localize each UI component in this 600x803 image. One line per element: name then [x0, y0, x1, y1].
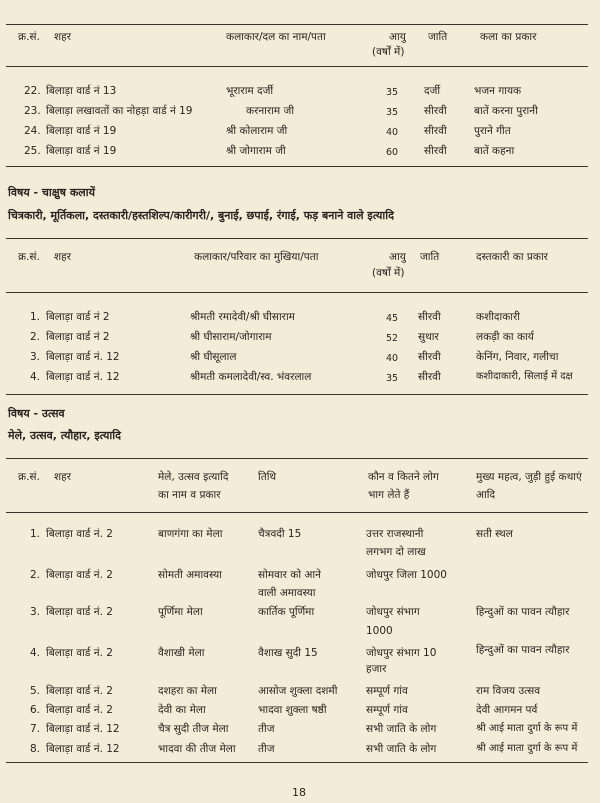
t3-header-people: कौन व कितने लोग [368, 471, 439, 483]
t2-header-sno: क्र.सं. [18, 251, 40, 263]
t3-cell-city: बिलाड़ा वार्ड नं. 2 [46, 569, 113, 581]
table2-header-rule [6, 292, 588, 293]
t1-cell-city: बिलाड़ा वार्ड नं 19 [46, 145, 117, 157]
t3-cell-people-line2: हजार [366, 663, 387, 675]
t3-cell-importance: श्री आई माता दुर्गा के रूप में [476, 743, 578, 754]
t3-header-city: शहर [54, 471, 72, 483]
t3-cell-people: जोधपुर संभाग [366, 606, 420, 618]
t3-cell-sno: 1. [30, 528, 41, 540]
t3-cell-date: सोमवार को आने [258, 569, 321, 581]
table1-header-rule [6, 66, 588, 67]
t1-cell-city: बिलाड़ा लखावतों का नोहड़ा वार्ड नं 19 [46, 105, 193, 117]
t3-cell-people: सम्पूर्ण गांव [366, 685, 408, 697]
t3-cell-sno: 5. [30, 685, 41, 697]
t1-header-age: आयु [389, 31, 406, 43]
t3-cell-city: बिलाड़ा वार्ड नं. 2 [46, 685, 113, 697]
t3-cell-date: आसोज शुक्ला दशमी [258, 685, 338, 697]
t1-cell-caste: सीरवी [424, 125, 447, 137]
t2-cell-craft: केनिंग, निवार, गलीचा [476, 351, 559, 363]
t3-cell-city: बिलाड़ा वार्ड नं. 12 [46, 723, 120, 735]
t2-cell-city: बिलाड़ा वार्ड नं 2 [46, 331, 110, 343]
section2-subtitle: चित्रकारी, मूर्तिकला, दस्तकारी/हस्तशिल्प/कारीगरी/, बुनाई, छपाई, रंगाई, फड़ बनाने वाले इत्यादि [8, 209, 394, 222]
t3-cell-date-line2: वाली अमावस्या [258, 587, 316, 599]
t1-cell-city: बिलाड़ा वार्ड नं 19 [46, 125, 117, 137]
t2-cell-caste: सीरवी [418, 351, 441, 363]
t1-cell-sno: 24. [24, 125, 41, 137]
t3-cell-people: उत्तर राजस्थानी [366, 528, 424, 540]
t3-header-importance: मुख्य महत्व, जुड़ी हुई कथाएं [476, 471, 582, 483]
table1-top-rule [6, 24, 588, 25]
t3-cell-fair: सोमती अमावस्या [158, 569, 222, 581]
t3-cell-fair: चैत्र सुदी तीज मेला [158, 723, 229, 735]
t1-cell-city: बिलाड़ा वार्ड नं 13 [46, 85, 117, 97]
t3-cell-people: जोधपुर संभाग 10 [366, 647, 437, 659]
t3-cell-city: बिलाड़ा वार्ड नं. 12 [46, 743, 120, 755]
t2-cell-city: बिलाड़ा वार्ड नं. 12 [46, 351, 120, 363]
t1-cell-sno: 23. [24, 105, 41, 117]
t3-cell-people: सम्पूर्ण गांव [366, 704, 408, 716]
t3-header-date: तिथि [258, 471, 277, 483]
t1-cell-art: बातें कहना [474, 145, 515, 157]
t2-header-craft: दस्तकारी का प्रकार [476, 251, 548, 263]
t3-cell-city: बिलाड़ा वार्ड नं. 2 [46, 606, 113, 618]
t3-cell-city: बिलाड़ा वार्ड नं. 2 [46, 647, 113, 659]
table2-bottom-rule [6, 394, 588, 395]
t2-header-age: आयु [389, 251, 406, 263]
t3-cell-fair: वैशाखी मेला [158, 647, 205, 659]
page-number: 18 [292, 786, 306, 799]
t1-cell-art: भजन गायक [474, 85, 522, 97]
t3-cell-importance: राम विजय उत्सव [476, 685, 541, 697]
table1-bottom-rule [6, 166, 588, 167]
t3-cell-importance: श्री आई माता दुर्गा के रूप में [476, 723, 578, 734]
section3-title: विषय - उत्सव [8, 407, 65, 420]
t1-cell-artist: श्री कोलाराम जी [226, 125, 288, 137]
t2-cell-craft: लकड़ी का कार्य [476, 331, 534, 343]
t2-header-city: शहर [54, 251, 72, 263]
table3-header-rule [6, 512, 588, 513]
t3-cell-people: जोधपुर जिला 1000 [366, 569, 447, 581]
t3-cell-people: सभी जाति के लोग [366, 723, 437, 735]
t3-cell-date: कार्तिक पूर्णिमा [258, 606, 315, 618]
t1-header-city: शहर [54, 31, 72, 43]
t3-cell-sno: 4. [30, 647, 41, 659]
t2-cell-caste: सुथार [418, 331, 439, 343]
t2-header-age-sub: (वर्षों में) [372, 267, 405, 279]
t3-cell-people-line2: लगभग दो लाख [366, 546, 426, 558]
t2-header-artist: कलाकार/परिवार का मुखिया/पता [194, 251, 319, 263]
t3-cell-people-line2: 1000 [366, 625, 393, 637]
t2-cell-sno: 2. [30, 331, 41, 343]
t3-header-fair: मेले, उत्सव इत्यादि [158, 471, 229, 483]
t1-header-age-sub: (वर्षों में) [372, 46, 405, 58]
t2-cell-city: बिलाड़ा वार्ड नं 2 [46, 311, 110, 323]
t1-cell-caste: सीरवी [424, 145, 447, 157]
t3-cell-date: वैशाख सुदी 15 [258, 647, 318, 659]
t3-cell-people: सभी जाति के लोग [366, 743, 437, 755]
t3-header-people-sub: भाग लेते हैं [368, 489, 410, 501]
t3-cell-importance: हिन्दुओं का पावन त्यौहार [476, 644, 570, 656]
t1-cell-artist: श्री जोगाराम जी [226, 145, 286, 157]
t1-cell-age: 40 [386, 127, 399, 138]
t2-cell-age: 40 [386, 353, 399, 364]
t1-cell-caste: सीरवी [424, 105, 447, 117]
t1-cell-sno: 25. [24, 145, 41, 157]
table3-top-rule [6, 458, 588, 459]
t3-cell-sno: 3. [30, 606, 41, 618]
t2-cell-artist: श्रीमती रमादेवी/श्री घीसाराम [190, 311, 295, 323]
t2-cell-sno: 1. [30, 311, 41, 323]
t1-cell-age: 60 [386, 147, 399, 158]
t3-cell-fair: पूर्णिमा मेला [158, 606, 203, 618]
t3-cell-city: बिलाड़ा वार्ड नं. 2 [46, 528, 113, 540]
table2-top-rule [6, 238, 588, 239]
t2-cell-age: 52 [386, 333, 399, 344]
section3-subtitle: मेले, उत्सव, त्यौहार, इत्यादि [8, 429, 121, 442]
t2-cell-artist: श्री घीसूलाल [190, 351, 237, 363]
t3-cell-importance: देवी आगमन पर्व [476, 704, 538, 716]
t1-header-sno: क्र.सं. [18, 31, 40, 43]
t3-cell-importance: सती स्थल [476, 528, 513, 540]
table3-bottom-rule [6, 762, 588, 763]
t3-cell-date: चैत्रवदी 15 [258, 528, 302, 540]
t3-header-sno: क्र.सं. [18, 471, 40, 483]
t2-cell-city: बिलाड़ा वार्ड नं. 12 [46, 371, 120, 383]
t1-cell-art: बातें करना पुरानी [474, 105, 538, 117]
t2-header-caste: जाति [420, 251, 440, 263]
t2-cell-craft: कशीदाकारी, सिलाई में दक्ष [476, 371, 573, 382]
t1-cell-age: 35 [386, 87, 399, 98]
t3-cell-fair: भादवा की तीज मेला [158, 743, 236, 755]
t1-cell-age: 35 [386, 107, 399, 118]
t1-cell-art: पुराने गीत [474, 125, 511, 137]
t1-header-artist: कलाकार/दल का नाम/पता [226, 31, 326, 43]
t3-cell-sno: 6. [30, 704, 41, 716]
t3-cell-sno: 2. [30, 569, 41, 581]
t2-cell-craft: कशीदाकारी [476, 311, 521, 323]
t1-cell-artist: भूराराम दर्जी [226, 85, 274, 97]
t2-cell-artist: श्रीमती कमलादेवी/स्व. भंवरलाल [190, 371, 312, 383]
t2-cell-age: 45 [386, 313, 399, 324]
t1-cell-artist: करनाराम जी [246, 105, 295, 117]
t1-cell-sno: 22. [24, 85, 41, 97]
t2-cell-sno: 3. [30, 351, 41, 363]
t2-cell-artist: श्री घीसाराम/जोगाराम [190, 331, 272, 343]
t3-cell-importance: हिन्दुओं का पावन त्यौहार [476, 606, 570, 618]
t3-cell-fair: दशहरा का मेला [158, 685, 217, 697]
t1-header-caste: जाति [428, 31, 448, 43]
t3-cell-city: बिलाड़ा वार्ड नं. 2 [46, 704, 113, 716]
t2-cell-age: 35 [386, 373, 399, 384]
t2-cell-sno: 4. [30, 371, 41, 383]
section2-title: विषय - चाक्षुष कलायें [8, 186, 95, 199]
t3-header-importance-sub: आदि [476, 489, 496, 501]
t3-cell-sno: 8. [30, 743, 41, 755]
t3-header-fair-sub: का नाम व प्रकार [158, 489, 221, 501]
t2-cell-caste: सीरवी [418, 371, 441, 383]
t3-cell-sno: 7. [30, 723, 41, 735]
t3-cell-date: तीज [258, 723, 275, 735]
t3-cell-date: तीज [258, 743, 275, 755]
t1-header-art-type: कला का प्रकार [480, 31, 537, 43]
t1-cell-caste: दर्जी [424, 85, 441, 97]
t2-cell-caste: सीरवी [418, 311, 441, 323]
t3-cell-fair: देवी का मेला [158, 704, 206, 716]
t3-cell-date: भादवा शुक्ला षष्ठी [258, 704, 327, 716]
t3-cell-fair: बाणगंगा का मेला [158, 528, 223, 540]
